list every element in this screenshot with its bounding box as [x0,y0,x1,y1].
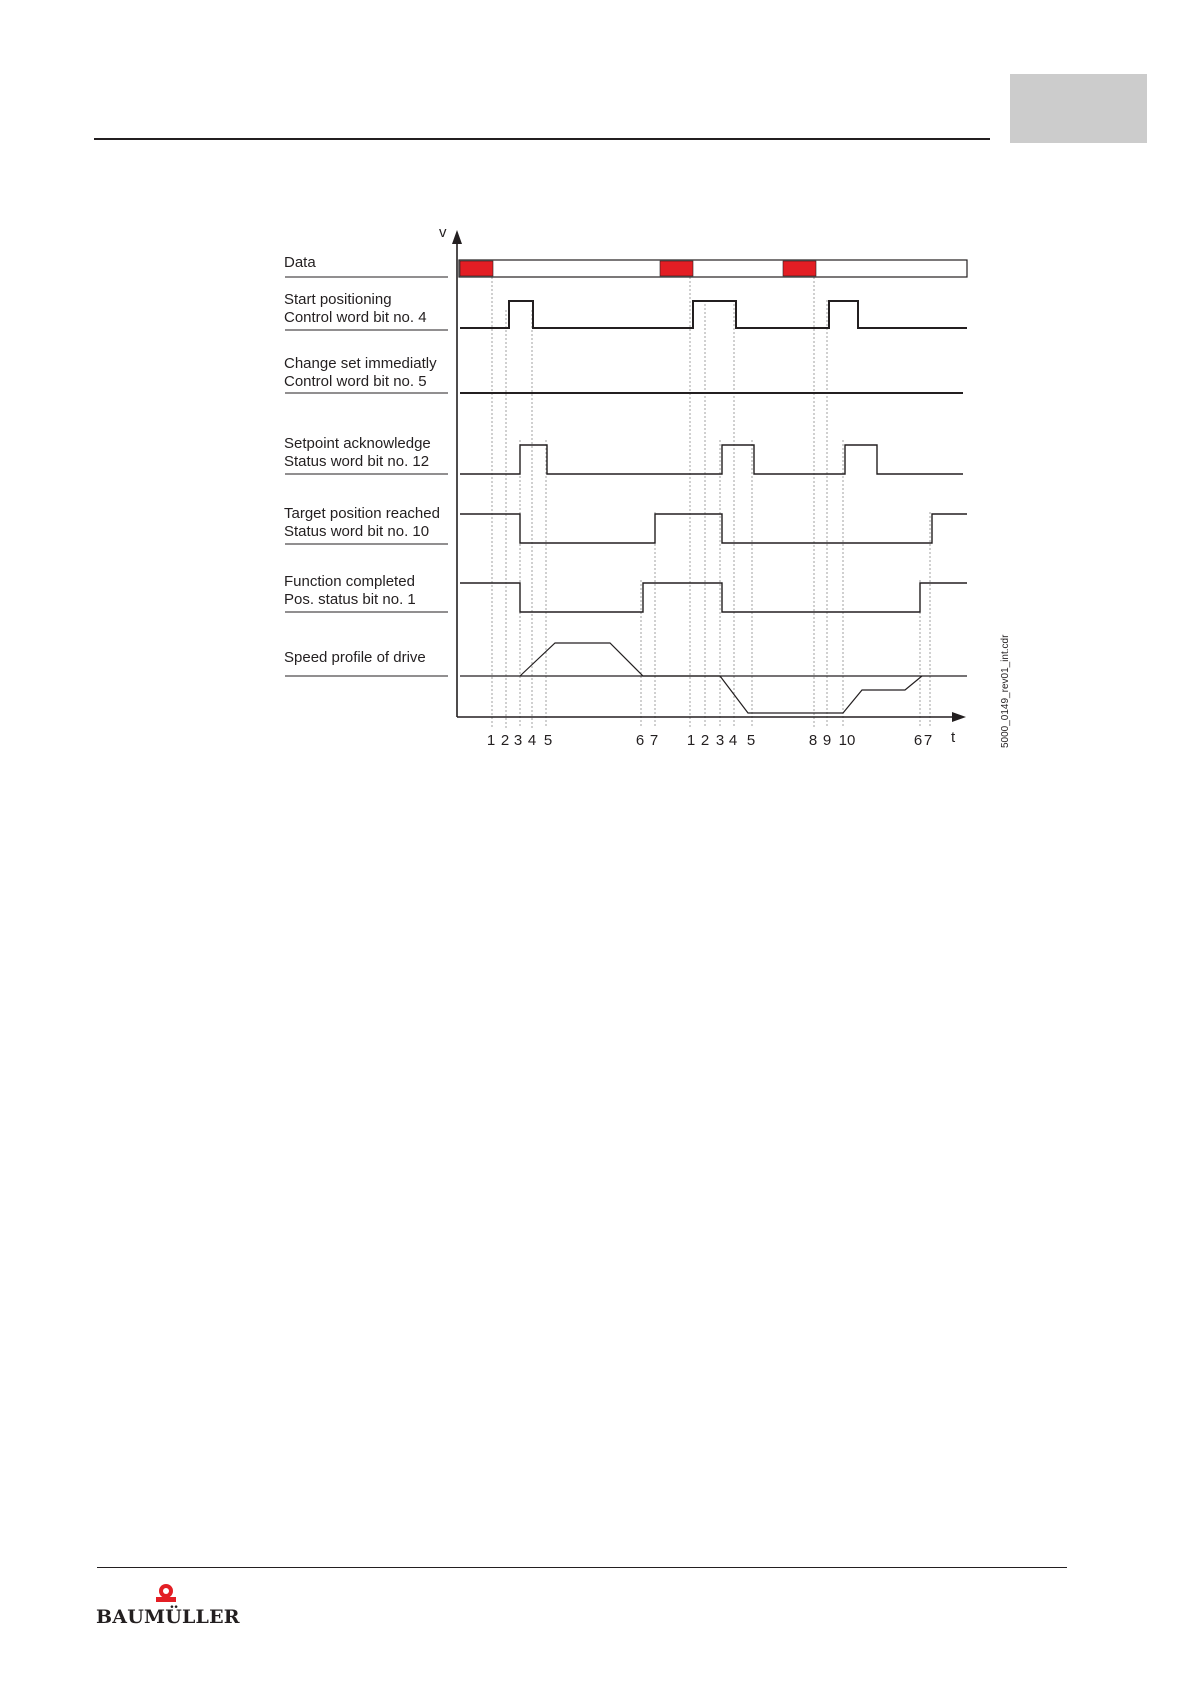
time-marker-label: 5 [746,732,756,749]
data-block [660,261,693,276]
file-reference: 5000_0149_rev01_int.cdr [1000,634,1011,748]
data-bar [459,260,967,277]
time-marker-label: 1 [686,732,696,749]
y-axis-label: v [439,224,447,241]
y-axis-arrow [452,230,462,244]
waveform-function-completed [460,583,967,612]
signal-label-target-reached: Target position reached [284,505,440,522]
time-marker-label: 2 [700,732,710,749]
waveform-speed-profile [520,643,922,713]
signal-sublabel-change-set: Control word bit no. 5 [284,373,427,390]
data-block [460,261,493,276]
time-marker-label: 7 [923,732,933,749]
time-marker-label: 4 [527,732,537,749]
time-marker-label: 7 [649,732,659,749]
waveform-setpoint-ack [460,445,963,474]
time-marker-label: 1 [486,732,496,749]
time-marker-label: 2 [500,732,510,749]
signal-sublabel-start-positioning: Control word bit no. 4 [284,309,427,326]
data-block [783,261,816,276]
waveform-start-positioning [460,301,967,328]
signal-label-speed-profile: Speed profile of drive [284,649,426,666]
signal-sublabel-function-completed: Pos. status bit no. 1 [284,591,416,608]
signal-sublabel-setpoint-ack: Status word bit no. 12 [284,453,430,470]
signal-label-start-positioning: Start positioning [284,291,392,308]
time-marker-label: 10 [838,732,856,749]
timing-diagram [0,0,1190,780]
time-marker-label: 3 [715,732,725,749]
signal-label-data: Data [284,254,316,271]
signal-label-change-set: Change set immediatly [284,355,437,372]
time-marker-label: 6 [635,732,645,749]
company-logo [96,1582,241,1630]
time-marker-label: 6 [913,732,923,749]
waveform-target-reached [460,514,967,543]
x-axis-label: t [951,729,956,746]
footer-rule [97,1567,1067,1568]
signal-sublabel-target-reached: Status word bit no. 10 [284,523,430,540]
x-axis-arrow [952,712,966,722]
time-marker-label: 9 [822,732,832,749]
baumueller-logo-icon [96,1582,241,1608]
signal-label-setpoint-ack: Setpoint acknowledge [284,435,431,452]
time-marker-label: 8 [808,732,818,749]
signal-label-function-completed: Function completed [284,573,415,590]
brand-wordmark: BAUMÜLLER [96,1606,240,1628]
time-marker-label: 4 [728,732,738,749]
time-marker-label: 5 [543,732,553,749]
time-marker-label: 3 [513,732,523,749]
